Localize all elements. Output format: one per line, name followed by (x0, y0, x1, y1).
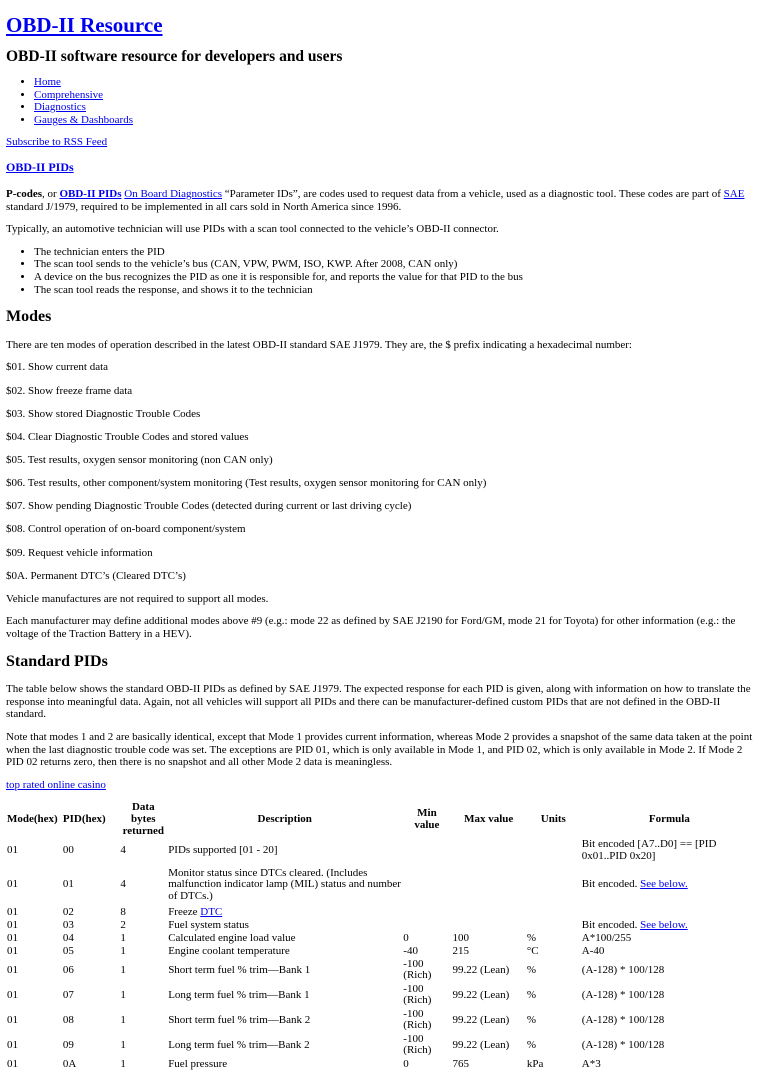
cell-bytes-text: 4 (120, 844, 126, 857)
cell-desc (167, 983, 402, 1008)
mode-item: $01. Show current data (6, 361, 109, 374)
cell-formula-text: (A-128) * 100/128 (581, 963, 665, 976)
cell-min-text: -100 (Rich) (403, 957, 432, 982)
cell-max (452, 864, 526, 906)
site-tagline: OBD-II software resource for developers and users (6, 48, 343, 66)
cell-desc (167, 1033, 402, 1058)
cell-bytes (119, 958, 167, 983)
post-title-link[interactable]: OBD-II PIDs (6, 160, 74, 175)
table-body (6, 838, 758, 1071)
nav-item-home (34, 76, 762, 89)
cell-pid-text: 01 (62, 878, 74, 891)
cell-pid (62, 1058, 120, 1071)
cell-desc (167, 945, 402, 958)
cell-formula-text: (A-128) * 100/128 (581, 1013, 665, 1026)
cell-mode (6, 1033, 62, 1058)
intro-text-1: , or (42, 187, 60, 200)
cell-desc-text: Freeze (168, 905, 201, 918)
modes-note-2: Each manufacturer may define additional modes above #9 (e.g.: mode 22 as defined by SAE J2190 for Ford/GM, mode 21 for Toyota) for other information (e.g.: the voltage of the Traction Battery in a HEV). (6, 615, 736, 641)
cell-desc-text: Engine coolant temperature (168, 944, 290, 957)
cell-units (526, 1008, 581, 1033)
cell-mode (6, 958, 62, 983)
cell-pid (62, 906, 120, 919)
table-row (6, 945, 758, 958)
cell-desc-text: Short term fuel % trim—Bank 1 (168, 963, 311, 976)
intro-paragraph (6, 188, 762, 213)
cell-bytes-text: 1 (120, 963, 126, 976)
cell-desc-text: Fuel pressure (168, 1057, 228, 1070)
table-row (6, 1008, 758, 1033)
modes-note-1: Vehicle manufactures are not required to support all modes. (6, 592, 269, 605)
intro-bold: P-codes (6, 187, 43, 200)
cell-formula-text: Bit encoded. (581, 878, 641, 891)
cell-mode-text: 01 (7, 905, 18, 918)
cell-units-text: % (526, 931, 537, 944)
cell-mode-text: 01 (7, 963, 18, 976)
cell-bytes-text: 8 (120, 905, 126, 918)
cell-formula (581, 838, 758, 864)
see-below-link[interactable]: See below. (640, 878, 688, 891)
cell-pid-text: 02 (62, 905, 74, 918)
cell-pid (62, 838, 120, 864)
mode-item: $02. Show freeze frame data (6, 384, 133, 397)
nav-menu (6, 76, 762, 127)
table-row (6, 932, 758, 945)
cell-max (452, 1008, 526, 1033)
cell-pid (62, 932, 120, 945)
intro-link-sae[interactable]: SAE (723, 187, 745, 200)
cell-pid (62, 864, 120, 906)
cell-formula (581, 1058, 758, 1071)
step-item: • The scan tool sends to the vehicle’s bus (CAN, VPW, PWM, ISO, KWP. After 2008, CAN only) (34, 258, 762, 271)
cell-formula (581, 945, 758, 958)
cell-desc (167, 1008, 402, 1033)
cell-units-text: °C (526, 944, 539, 957)
modes-intro: There are ten modes of operation described in the latest OBD-II standard SAE J1979. They are, the $ prefix indicating a hexadecimal number: (6, 338, 632, 351)
col-header-mode: Mode(hex) (7, 812, 58, 825)
col-header-max: Max value (464, 812, 514, 825)
cell-min (402, 1058, 451, 1071)
cell-bytes (119, 919, 167, 932)
nav-item-gauges (34, 114, 762, 127)
cell-min (402, 945, 451, 958)
cell-mode-text: 01 (7, 878, 18, 891)
intro-text-4: standard J/1979, required to be implemented in all cars sold in North America since 1996. (6, 200, 402, 213)
cell-mode-text: 01 (7, 944, 18, 957)
cell-mode-text: 01 (7, 931, 18, 944)
cell-units (526, 919, 581, 932)
cell-bytes-text: 1 (120, 988, 126, 1001)
standard-pids-paragraph-1: The table below shows the standard OBD-II PIDs as defined by SAE J1979. The expected response for each PID is given, along with information on how to translate the response into meaningful data. Again, not all vehicles will support all PIDs and there can be manufacturer-defined custom PIDs that are not defined in the OBD-II standard. (6, 683, 751, 721)
cell-units (526, 838, 581, 864)
cell-mode-text: 01 (7, 918, 18, 931)
cell-units (526, 945, 581, 958)
intro-link-on-board-diagnostics[interactable]: On Board Diagnostics (124, 187, 223, 200)
cell-mode-text: 01 (7, 988, 18, 1001)
cell-desc-text: Calculated engine load value (168, 931, 296, 944)
cell-max (452, 838, 526, 864)
cell-mode-text: 01 (7, 1013, 18, 1026)
cell-units-text: % (526, 963, 537, 976)
cell-formula (581, 1008, 758, 1033)
nav-link-gauges[interactable]: Gauges & Dashboards (34, 113, 133, 126)
mode-item: $05. Test results, oxygen sensor monitoring (non CAN only) (6, 453, 273, 466)
cell-desc (167, 932, 402, 945)
col-header-bytes: Data bytes returned (122, 800, 164, 837)
standard-pids-paragraph-2: Note that modes 1 and 2 are basically identical, except that Mode 1 provides current information, whereas Mode 2 provides a snapshot of the same data taken at the point when the last diagnostic trouble code was set. The exceptions are PID 01, which is only available in Mode 1, and PID 02, which is only available in Mode 2. If Mode 2 PID 02 returns zero, then there is no snapshot and all other Mode 2 data is meaningless. (6, 731, 753, 769)
cell-units (526, 932, 581, 945)
cell-pid-text: 09 (62, 1038, 74, 1051)
modes-heading: Modes (6, 308, 52, 326)
cell-max-text: 99.22 (Lean) (452, 1038, 510, 1051)
cell-units-text: % (526, 988, 537, 1001)
cell-min-text: 0 (403, 931, 409, 944)
cell-desc-text: Long term fuel % trim—Bank 2 (168, 1038, 310, 1051)
cell-desc (167, 919, 402, 932)
cell-bytes (119, 906, 167, 919)
cell-max-text: 99.22 (Lean) (452, 988, 510, 1001)
table-row (6, 906, 758, 919)
cell-bytes-text: 1 (120, 1013, 126, 1026)
cell-desc (167, 958, 402, 983)
col-header-units: Units (540, 812, 566, 825)
cell-desc (167, 1058, 402, 1071)
ad-line (6, 779, 762, 792)
step-item: • The scan tool reads the response, and shows it to the technician (34, 284, 762, 297)
site-title (6, 14, 762, 37)
col-header-description: Description (257, 812, 312, 825)
cell-min (402, 838, 451, 864)
nav-link-diagnostics[interactable]: Diagnostics (34, 101, 86, 114)
cell-formula (581, 906, 758, 919)
cell-min-text: -100 (Rich) (403, 1032, 432, 1057)
mode-item: $0A. Permanent DTC’s (Cleared DTC’s) (6, 569, 186, 582)
cell-units-text: % (526, 1038, 537, 1051)
cell-max (452, 958, 526, 983)
cell-desc (167, 864, 402, 906)
cell-mode (6, 864, 62, 906)
cell-bytes (119, 1008, 167, 1033)
cell-min (402, 906, 451, 919)
cell-bytes (119, 932, 167, 945)
cell-min (402, 919, 451, 932)
cell-max (452, 932, 526, 945)
cell-mode (6, 983, 62, 1008)
cell-mode-text: 01 (7, 844, 18, 857)
cell-max-text: 765 (452, 1057, 470, 1070)
cell-bytes-text: 1 (120, 931, 126, 944)
cell-pid-text: 06 (62, 963, 74, 976)
steps-list (6, 246, 762, 297)
cell-pid-text: 03 (62, 918, 74, 931)
table-row (6, 919, 758, 932)
typically-paragraph: Typically, an automotive technician will use PIDs with a scan tool connected to the vehicle’s OBD-II connector. (6, 223, 499, 236)
cell-formula-text: A-40 (581, 944, 605, 957)
mode-item: $08. Control operation of on-board component/system (6, 523, 246, 536)
cell-bytes-text: 1 (120, 1038, 126, 1051)
cell-formula-text: Bit encoded. (581, 918, 641, 931)
cell-min (402, 932, 451, 945)
cell-pid-text: 04 (62, 931, 74, 944)
cell-mode-text: 01 (7, 1057, 18, 1070)
cell-max-text: 100 (452, 931, 470, 944)
table-row (6, 838, 758, 864)
table-row (6, 864, 758, 906)
cell-mode (6, 906, 62, 919)
cell-formula-text: (A-128) * 100/128 (581, 988, 665, 1001)
mode-item: $07. Show pending Diagnostic Trouble Codes (detected during current or last driving cycle) (6, 500, 412, 513)
cell-pid-text: 08 (62, 1013, 74, 1026)
nav-link-comprehensive[interactable]: Comprehensive (34, 88, 104, 101)
post-title (6, 161, 762, 175)
cell-units-text: % (526, 1013, 537, 1026)
cell-bytes (119, 1058, 167, 1071)
rss-link[interactable]: Subscribe to RSS Feed (6, 136, 108, 149)
cell-min (402, 983, 451, 1008)
mode-item: $06. Test results, other component/system monitoring (Test results, oxygen sensor monitoring for CAN only) (6, 477, 487, 490)
cell-bytes-text: 1 (120, 1057, 126, 1070)
cell-formula (581, 932, 758, 945)
cell-pid (62, 958, 120, 983)
mode-item: $03. Show stored Diagnostic Trouble Codes (6, 407, 201, 420)
mode-item: $04. Clear Diagnostic Trouble Codes and stored values (6, 430, 249, 443)
cell-mode-text: 01 (7, 1038, 18, 1051)
cell-formula (581, 919, 758, 932)
step-item: • A device on the bus recognizes the PID as one it is responsible for, and reports the value for that PID to the bus (34, 271, 762, 284)
cell-pid-text: 05 (62, 944, 74, 957)
cell-pid (62, 1008, 120, 1033)
table-row (6, 983, 758, 1008)
cell-formula (581, 1033, 758, 1058)
cell-desc-text: Monitor status since DTCs cleared. (Includes malfunction indicator lamp (MIL) status and number of DTCs.) (168, 866, 401, 902)
cell-max-text: 215 (452, 944, 470, 957)
cell-units (526, 906, 581, 919)
cell-min-text: -100 (Rich) (403, 1007, 432, 1032)
ad-link[interactable]: top rated online casino (6, 778, 106, 791)
cell-max (452, 945, 526, 958)
cell-units (526, 1058, 581, 1071)
cell-desc (167, 906, 402, 919)
cell-min (402, 958, 451, 983)
cell-max-text: 99.22 (Lean) (452, 963, 510, 976)
cell-bytes-text: 4 (120, 878, 126, 891)
cell-min-text: -40 (403, 944, 418, 957)
cell-formula-text: A*3 (581, 1057, 601, 1070)
cell-mode (6, 838, 62, 864)
dtc-link[interactable]: DTC (200, 905, 223, 918)
cell-max (452, 906, 526, 919)
cell-bytes (119, 864, 167, 906)
cell-mode (6, 932, 62, 945)
cell-bytes-text: 1 (120, 944, 126, 957)
cell-bytes (119, 1033, 167, 1058)
table-row (6, 958, 758, 983)
intro-link-obd-pids[interactable] (59, 188, 121, 200)
cell-units (526, 864, 581, 906)
cell-max (452, 983, 526, 1008)
cell-mode (6, 1058, 62, 1071)
cell-bytes (119, 983, 167, 1008)
cell-pid-text: 0A (62, 1057, 77, 1070)
cell-bytes (119, 838, 167, 864)
cell-max (452, 919, 526, 932)
cell-min (402, 864, 451, 906)
cell-mode (6, 945, 62, 958)
cell-pid-text: 07 (62, 988, 74, 1001)
cell-min (402, 1008, 451, 1033)
mode-item: $09. Request vehicle information (6, 546, 153, 559)
cell-max (452, 1058, 526, 1071)
see-below-link[interactable]: See below. (640, 918, 688, 931)
cell-bytes-text: 2 (120, 918, 126, 931)
table-header-row (6, 800, 758, 838)
nav-item-comprehensive (34, 89, 762, 102)
cell-pid (62, 1033, 120, 1058)
cell-desc-text: Fuel system status (168, 918, 249, 931)
cell-formula-text: Bit encoded [A7..D0] == [PID 0x01..PID 0x20] (581, 838, 717, 862)
cell-formula-text: A*100/255 (581, 931, 632, 944)
cell-formula-text: (A-128) * 100/128 (581, 1038, 665, 1051)
cell-desc-text: PIDs supported [01 - 20] (168, 844, 278, 857)
cell-min (402, 1033, 451, 1058)
cell-pid (62, 919, 120, 932)
rss-line (6, 136, 762, 149)
col-header-min: Min value (414, 806, 440, 831)
cell-desc-text: Short term fuel % trim—Bank 2 (168, 1013, 311, 1026)
cell-formula (581, 983, 758, 1008)
cell-formula (581, 864, 758, 906)
intro-text-3: “Parameter IDs”, are codes used to request data from a vehicle, used as a diagnostic tool. These codes are part of (222, 187, 724, 200)
cell-units (526, 983, 581, 1008)
cell-min-text: 0 (403, 1057, 409, 1070)
col-header-formula: Formula (648, 812, 690, 825)
cell-formula (581, 958, 758, 983)
cell-pid (62, 983, 120, 1008)
col-header-pid: PID(hex) (62, 812, 106, 825)
table-row (6, 1058, 758, 1071)
cell-units (526, 1033, 581, 1058)
cell-mode (6, 919, 62, 932)
standard-pids-heading: Standard PIDs (6, 652, 108, 670)
nav-item-diagnostics (34, 101, 762, 114)
cell-pid (62, 945, 120, 958)
cell-mode (6, 1008, 62, 1033)
pids-table (6, 800, 758, 1071)
intro-link-obd-pids-text: OBD-II PIDs (59, 187, 122, 200)
cell-desc (167, 838, 402, 864)
cell-min-text: -100 (Rich) (403, 982, 432, 1007)
cell-max (452, 1033, 526, 1058)
cell-bytes (119, 945, 167, 958)
cell-max-text: 99.22 (Lean) (452, 1013, 510, 1026)
cell-units-text: kPa (526, 1057, 544, 1070)
site-title-link[interactable]: OBD-II Resource (6, 13, 163, 37)
table-row (6, 1033, 758, 1058)
cell-units (526, 958, 581, 983)
nav-link-home[interactable]: Home (34, 75, 61, 88)
cell-pid-text: 00 (62, 844, 74, 857)
cell-desc-text: Long term fuel % trim—Bank 1 (168, 988, 310, 1001)
step-item: • The technician enters the PID (34, 246, 762, 259)
